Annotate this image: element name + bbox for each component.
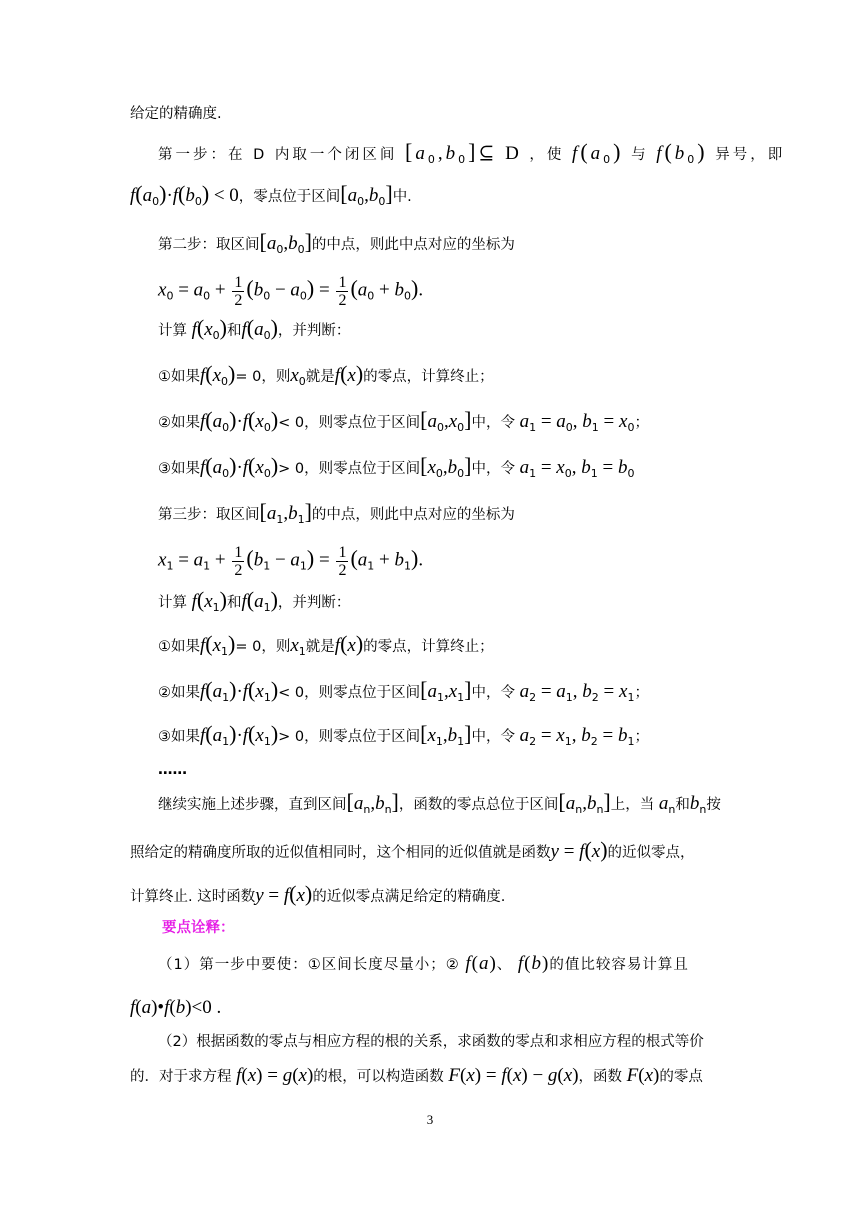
step3-calc: 计算 $f(x_1)$和$f(a_1)$，并判断： [158, 587, 351, 614]
step3-line: 第三步：取区间$[a_1,b_1]$的中点，则此中点对应的坐标为 [158, 499, 515, 526]
key-points-heading: 要点诠释： [162, 920, 235, 936]
step2-calc: 计算 $f(x_0)$和$f(a_0)$，并判断： [158, 315, 351, 342]
step3-case3: ③如果$f(a_1)\cdot f(x_1)> 0$，则零点位于区间$[x_1,b_1]$中，令 $a_2 = x_1$, $b_2 = b_1$； [158, 721, 649, 748]
note2-line1: （2）根据函数的零点与相应方程的根的关系，求函数的零点和求相应方程的根式等价 [158, 1034, 704, 1050]
page-number: 3 [426, 1112, 434, 1127]
step3-case2: ②如果$f(a_1)\cdot f(x_1)< 0$，则零点位于区间$[a_1,x_1]$中，令 $a_2 = a_1$, $b_2 = x_1$； [158, 677, 649, 704]
step2-line: 第二步：取区间$[a_0,b_0]$的中点，则此中点对应的坐标为 [158, 229, 515, 256]
note1-line1: （1）第一步中要使：①区间长度尽量小；② f(a)、 f(b)的值比较容易计算且 [158, 953, 689, 974]
continue-line3: 计算终止. 这时函数y = f(x)的近似零点满足给定的精确度. [130, 881, 506, 906]
step3-case1: ①如果$f(x_1)= 0$，则$x_1$就是f(x)的零点，计算终止； [158, 631, 494, 658]
step2-formula: $x_0 = a_0$ + $\frac{1}{2}$ $(b_0 - a_0)$ = $\frac{1}{2}$ $(a_0 + b_0)$. [158, 274, 424, 309]
continue-line2: 照给定的精确度所取的近似值相同时，这个相同的近似值就是函数y = f(x)的近似零点， [130, 837, 695, 862]
ellipsis: …… [158, 762, 187, 778]
step1-line2: $f(a_0)\cdot f(b_0) < 0$，零点位于区间$[a_0,b_0]$中. [130, 181, 412, 208]
continue-line1: 继续实施上述步骤，直到区间$[a_n,b_n]$，函数的零点总位于区间$[a_n,b_n]$上，当 $a_n$和$b_n$按 [158, 789, 721, 816]
step2-case2: ②如果$f(a_0)\cdot f(x_0)< 0$，则零点位于区间$[a_0,x_0]$中，令 $a_1 = a_0$, $b_1 = x_0$； [158, 407, 649, 434]
note2-line2: 的．对于求方程 f(x) = g(x)的根，可以构造函数 F(x) = f(x) − g(x)，函数 F(x)的零点 [130, 1065, 703, 1086]
step3-formula: $x_1 = a_1$ + $\frac{1}{2}$ $(b_1 - a_1)$ = $\frac{1}{2}$ $(a_1 + b_1)$. [158, 544, 424, 579]
step1-line1: 第一步：在 D 内取一个闭区间 $[a_0,b_0]⊆$ D ，使 $f(a_0)$ 与 $f(b_0)$ 异号，即 [158, 139, 786, 166]
note1-line2: f(a)•f(b)<0 . [130, 997, 222, 1018]
step2-case1: ①如果$f(x_0)= 0$，则$x_0$就是f(x)的零点，计算终止； [158, 361, 494, 388]
intro-line: 给定的精确度. [130, 106, 222, 122]
step2-case3: ③如果$f(a_0)\cdot f(x_0)> 0$，则零点位于区间$[x_0,b_0]$中，令 $a_1 = x_0$, $b_1 = b_0$ [158, 453, 635, 480]
